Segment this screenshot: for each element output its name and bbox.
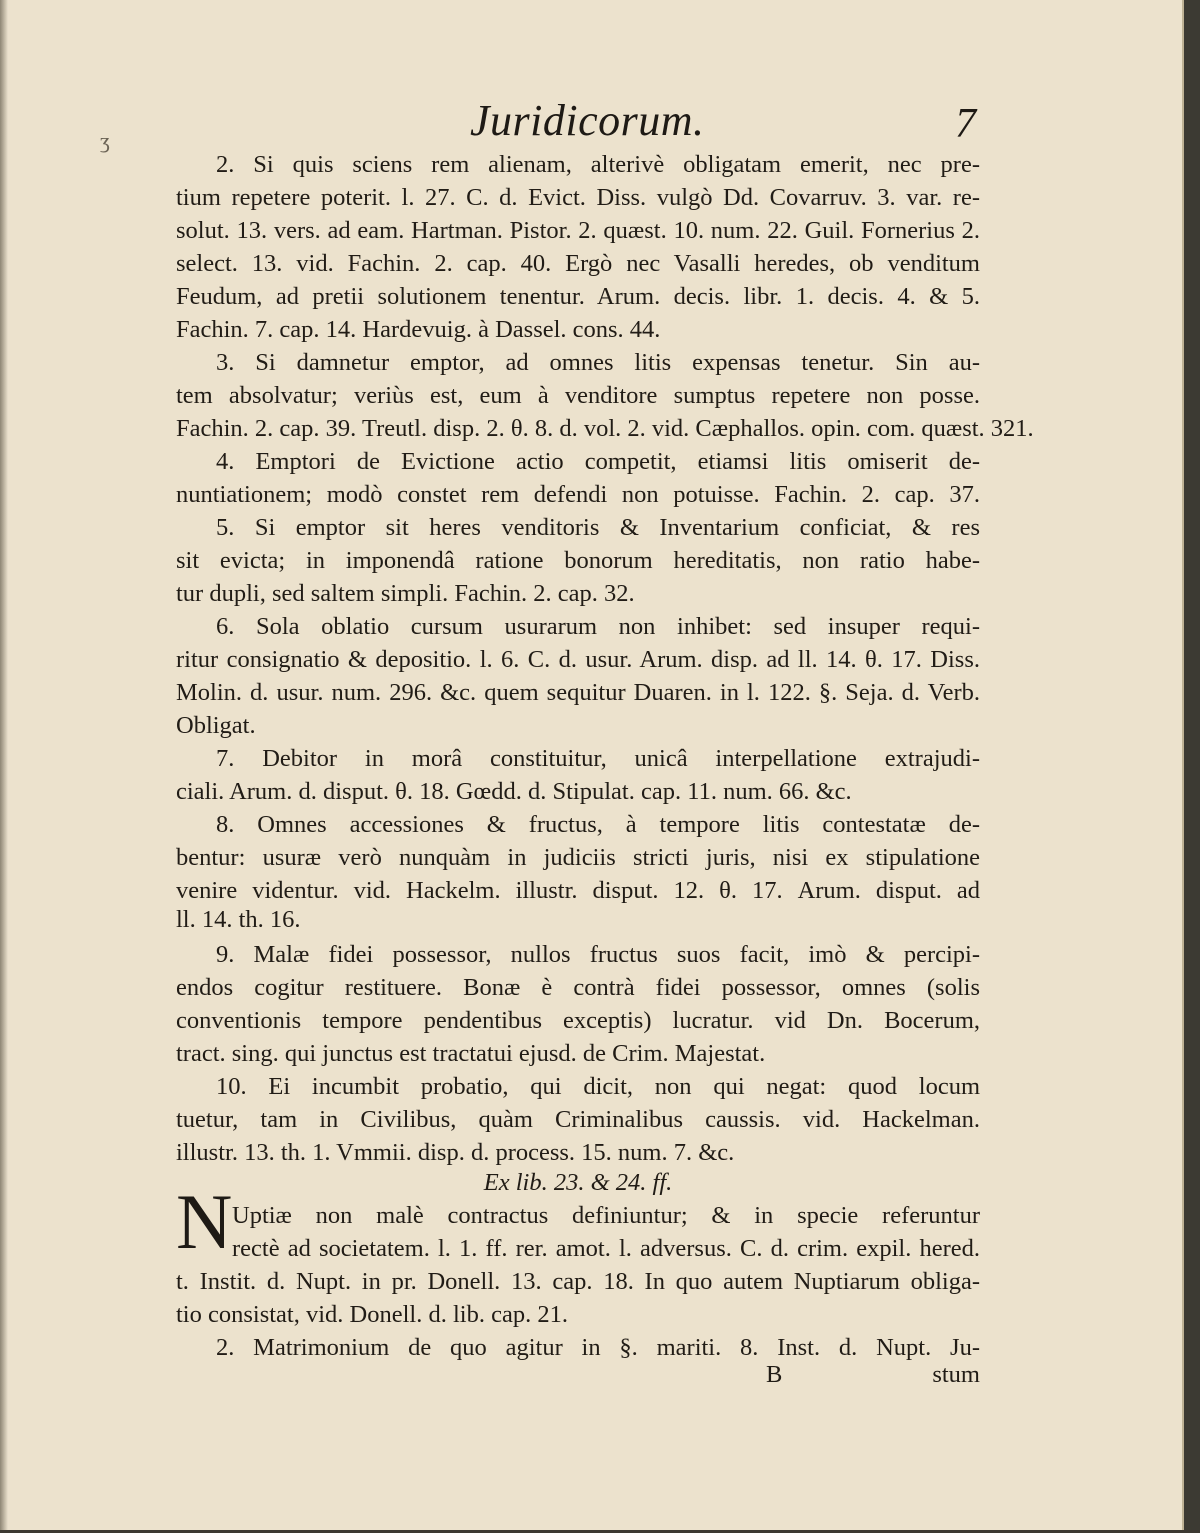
text-line: ll. 14. th. 16. xyxy=(176,906,301,933)
text-line: select. 13. vid. Fachin. 2. cap. 40. Ergò nec Vasalli heredes, ob venditum xyxy=(176,250,980,277)
text-line: tem absolvatur; veriùs est, eum à venditore sumptus repetere non posse. xyxy=(176,382,980,409)
text-line: Molin. d. usur. num. 296. &c. quem sequitur Duaren. in l. 122. §. Seja. d. Verb. xyxy=(176,679,980,706)
catchword-line xyxy=(176,1358,980,1392)
text-line: nuntiationem; modò constet rem defendi non potuisse. Fachin. 2. cap. 37. xyxy=(176,481,980,508)
text-line: t. Instit. d. Nupt. in pr. Donell. 13. cap. 18. In quo autem Nuptiarum obliga- xyxy=(176,1268,980,1295)
text-line: 2. Si quis sciens rem alienam, alterivè obligatam emerit, nec pre- xyxy=(216,151,980,178)
section-heading: Ex lib. 23. & 24. ff. xyxy=(483,1169,673,1196)
text-line: 7. Debitor in morâ constituitur, unicâ interpellatione extrajudi- xyxy=(216,745,980,772)
text-line: rectè ad societatem. l. 1. ff. rer. amot. l. adversus. C. d. crim. expil. hered. xyxy=(232,1235,980,1262)
text-line: Obligat. xyxy=(176,712,256,739)
text-line: sit evicta; in imponendâ ratione bonorum hereditatis, non ratio habe- xyxy=(176,547,980,574)
margin-mark: ʒ xyxy=(100,128,110,153)
text-line: venire videntur. vid. Hackelm. illustr. disput. 12. θ. 17. Arum. disput. ad xyxy=(176,877,980,904)
text-line: 2. Matrimonium de quo agitur in §. mariti. 8. Inst. d. Nupt. Ju- xyxy=(216,1334,980,1361)
text-line: 5. Si emptor sit heres venditoris & Inventarium conficiat, & res xyxy=(216,514,980,541)
text-line: ritur consignatio & depositio. l. 6. C. d. usur. Arum. disp. ad ll. 14. θ. 17. Diss. xyxy=(176,646,980,673)
text-line: 4. Emptori de Evictione actio competit, etiamsi litis omiserit de- xyxy=(216,448,980,475)
text-line: tio consistat, vid. Donell. d. lib. cap. 21. xyxy=(176,1301,568,1328)
text-line: tur dupli, sed saltem simpli. Fachin. 2. cap. 32. xyxy=(176,580,635,607)
catchword: stum xyxy=(932,1361,980,1388)
text-line: Uptiæ non malè contractus definiuntur; & in specie referuntur xyxy=(232,1202,980,1229)
text-line: bentur: usuræ verò nunquàm in judiciis stricti juris, nisi ex stipulatione xyxy=(176,844,980,871)
text-line: Fachin. 2. cap. 39. Treutl. disp. 2. θ. 8. d. vol. 2. vid. Cæphallos. opin. com. quæst. 321. xyxy=(176,415,1034,442)
drop-cap: N xyxy=(176,1178,233,1265)
page-number: 7 xyxy=(955,101,976,147)
signature-mark: B xyxy=(766,1361,783,1388)
text-line: 10. Ei incumbit probatio, qui dicit, non qui negat: quod locum xyxy=(216,1073,980,1100)
text-line: 9. Malæ fidei possessor, nullos fructus suos facit, imò & percipi- xyxy=(216,941,980,968)
text-line: solut. 13. vers. ad eam. Hartman. Pistor. 2. quæst. 10. num. 22. Guil. Fornerius 2. xyxy=(176,217,980,244)
text-line: 3. Si damnetur emptor, ad omnes litis expensas tenetur. Sin au- xyxy=(216,349,980,376)
text-line: ciali. Arum. d. disput. θ. 18. Gœdd. d. Stipulat. cap. 11. num. 66. &c. xyxy=(176,778,852,805)
text-line: Fachin. 7. cap. 14. Hardevuig. à Dassel. cons. 44. xyxy=(176,316,661,343)
text-line: 6. Sola oblatio cursum usurarum non inhibet: sed insuper requi- xyxy=(216,613,980,640)
text-line: tium repetere poterit. l. 27. C. d. Evict. Diss. vulgò Dd. Covarruv. 3. var. re- xyxy=(176,184,980,211)
text-line: conventionis tempore pendentibus exceptis) lucratur. vid Dn. Bocerum, xyxy=(176,1007,980,1034)
text-line: tuetur, tam in Civilibus, quàm Criminalibus caussis. vid. Hackelman. xyxy=(176,1106,980,1133)
text-line: 8. Omnes accessiones & fructus, à tempore litis contestatæ de- xyxy=(216,811,980,838)
text-line: Feudum, ad pretii solutionem tenentur. Arum. decis. libr. 1. decis. 4. & 5. xyxy=(176,283,980,310)
text-line: endos cogitur restituere. Bonæ è contrà fidei possessor, omnes (solis xyxy=(176,974,980,1001)
text-line: tract. sing. qui junctus est tractatui ejusd. de Crim. Majestat. xyxy=(176,1040,766,1067)
running-head: Juridicorum. xyxy=(470,96,705,145)
text-line: illustr. 13. th. 1. Vmmii. disp. d. process. 15. num. 7. &c. xyxy=(176,1139,735,1166)
